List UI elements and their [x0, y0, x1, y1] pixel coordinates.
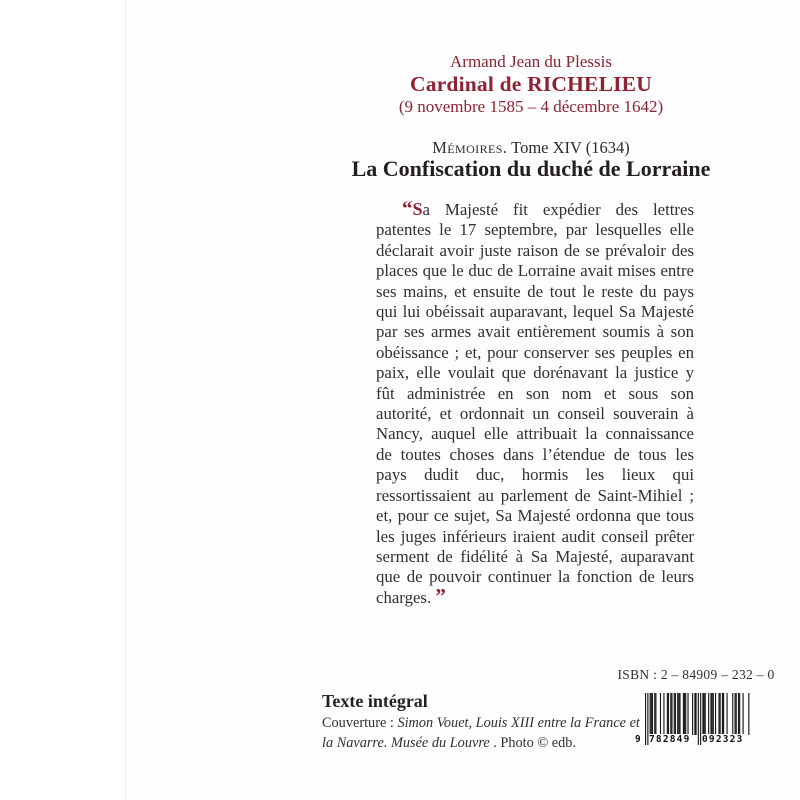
series-volume: Tome XIV (1634)	[507, 138, 630, 157]
series-name: Mémoires.	[432, 138, 508, 157]
quote-lead-letter: S	[412, 199, 423, 219]
author-name: Armand Jean du Plessis	[450, 52, 612, 71]
barcode-digits-right: 092323	[702, 734, 744, 745]
close-quote-mark: ”	[435, 583, 446, 608]
series-line	[251, 138, 800, 158]
quote-paragraph	[376, 196, 694, 608]
book-back-cover	[125, 0, 800, 800]
edition-note: Texte intégral	[322, 691, 428, 711]
life-dates: (9 novembre 1585 – 4 décembre 1642)	[398, 97, 664, 116]
ean13-barcode	[635, 693, 754, 749]
isbn-label: ISBN : 2 – 84909 – 232 – 0	[617, 667, 775, 682]
artwork-title: Simon Vouet, Louis XIII entre la France et la Navarre. Musée du Louvre	[322, 715, 640, 751]
barcode-digit-lead: 9	[635, 734, 642, 745]
credit-suffix: . Photo © edb.	[489, 735, 577, 751]
barcode-digits-left: 782849	[649, 734, 691, 745]
cover-credit	[322, 713, 652, 753]
quote-text: a Majesté fit expédier des lettres patentes le 17 septembre, par lesquelles elle déclarait avoir juste raison de se prévaloir des places que le duc de Lorraine avait mises entre ses mains, et ensuite de tout le reste du pays qui lui obéissait auparavant, lequel Sa Majesté par ses armes avait entièrement soumis à son obéissance ; et, pour conserver ses peuples en paix, elle voulait que dorénavant la justice y fût administrée en son nom et sous son autorité, et ordonnait un conseil souverain à Nancy, auquel elle attribuait la connaissance de toutes choses dans l’étendue de tous les pays dudit duc, hormis les lieux qui ressortissaient au parlement de Saint-Mihiel ; et, pour ce sujet, Sa Majesté ordonna que tous les juges inférieurs iraient audit conseil prêter serment de fidélité à Sa Majesté, auparavant que de pouvoir continuer la fonction de leurs charges.	[376, 200, 694, 607]
cardinal-title: Cardinal de RICHELIEU	[410, 72, 652, 96]
credit-prefix: Couverture :	[322, 715, 398, 731]
book-title: La Confiscation du duché de Lorraine	[351, 156, 711, 181]
open-quote-mark: “	[402, 196, 413, 220]
